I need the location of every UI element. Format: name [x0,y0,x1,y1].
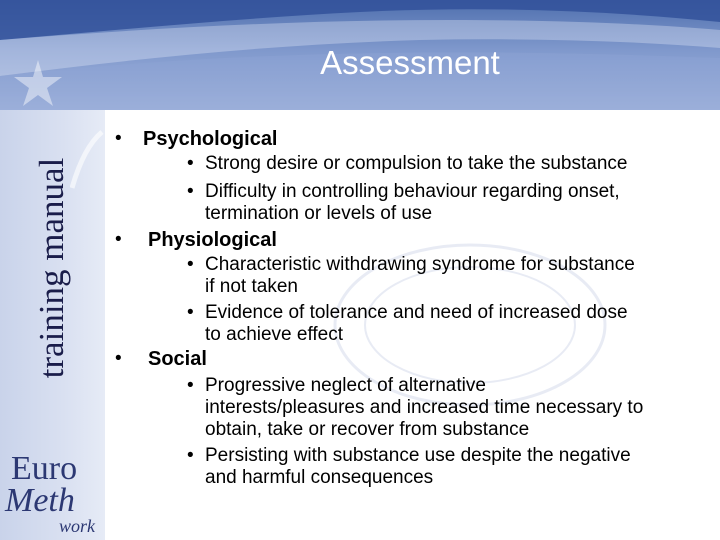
logo-meth: Meth [5,482,75,519]
sub-bullet-icon: • [187,181,194,202]
list-item-continuation: interests/pleasures and increased time necessary to [205,397,644,418]
list-item-continuation: if not taken [205,276,298,297]
bullet-icon: • [115,348,122,369]
sub-bullet-icon: • [187,254,194,275]
list-item: Persisting with substance use despite the negative [205,445,631,466]
section-heading-social: Social [148,348,207,370]
list-item: Progressive neglect of alternative [205,375,486,396]
sub-bullet-icon: • [187,445,194,466]
section-heading-physiological: Physiological [148,229,277,251]
bullet-icon: • [115,229,122,250]
list-item-continuation: termination or levels of use [205,203,433,224]
sidebar-label: training manual [32,157,71,379]
list-item: Difficulty in controlling behaviour regarding onset, [205,181,620,202]
section-heading-psychological: Psychological [143,128,278,150]
list-item: Characteristic withdrawing syndrome for substance [205,254,635,275]
list-item-continuation: to achieve effect [205,324,344,345]
list-item-continuation: and harmful consequences [205,467,434,488]
sub-bullet-icon: • [187,375,194,396]
sub-bullet-icon: • [187,153,194,174]
sub-bullet-icon: • [187,302,194,323]
logo-work: work [59,516,95,536]
list-item: Evidence of tolerance and need of increased dose [205,302,628,323]
list-item: Strong desire or compulsion to take the substance [205,153,628,174]
logo-euro: Euro [11,450,78,487]
list-item-continuation: obtain, take or recover from substance [205,419,530,440]
slide-title: Assessment [320,44,500,81]
bullet-icon: • [115,128,122,149]
